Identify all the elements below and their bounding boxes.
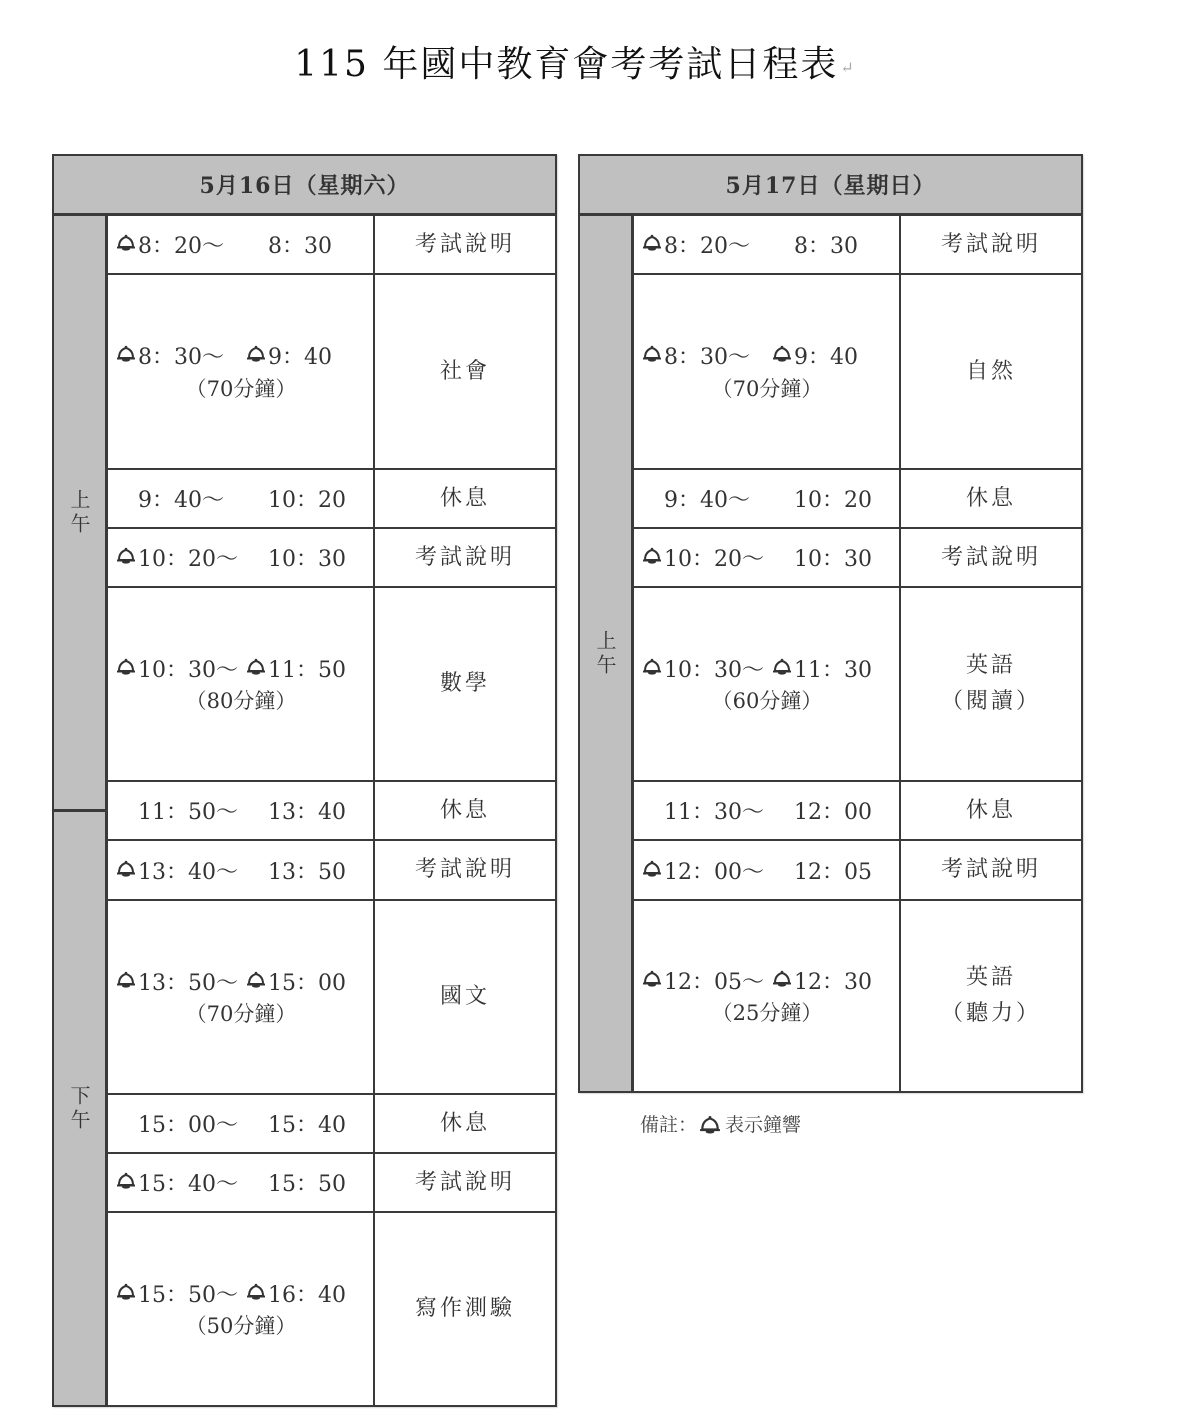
subject-name: 自然 <box>965 358 1016 384</box>
bell-slot-start <box>642 343 664 368</box>
bell-slot-start <box>116 545 138 570</box>
start-time <box>116 340 246 371</box>
period-label: 上午 <box>593 629 617 678</box>
subject-name: 考試說明 <box>940 544 1041 570</box>
time-cell <box>108 901 375 1093</box>
note-suffix: 表示鐘響 <box>725 1114 802 1136</box>
start-time-text: 12：05～ <box>664 969 764 995</box>
start-time <box>116 542 246 573</box>
bell-icon <box>116 344 136 362</box>
start-time <box>116 855 246 886</box>
paragraph-mark-icon: ↵ <box>840 57 856 77</box>
end-time <box>246 340 332 371</box>
bell-slot-start <box>116 232 138 257</box>
subject-name: 考試說明 <box>414 857 515 882</box>
subject-name: 考試說明 <box>940 231 1041 257</box>
end-time <box>772 229 858 260</box>
schedule-row <box>634 275 1081 470</box>
subject-name: 英語 <box>965 653 1016 678</box>
bell-slot-end <box>772 656 794 681</box>
duration: （70分鐘） <box>185 376 297 401</box>
start-time-text: 8：30～ <box>138 345 224 370</box>
end-time <box>246 1108 346 1139</box>
start-time <box>116 795 246 826</box>
end-time-text: 15：00 <box>268 970 346 996</box>
start-time <box>116 483 246 514</box>
start-time-text: 10：30～ <box>138 657 238 683</box>
subject-cell <box>901 470 1081 527</box>
period-morning-day1 <box>54 216 108 812</box>
start-time <box>642 229 772 260</box>
start-time-text: 15：00～ <box>138 1113 238 1138</box>
bell-icon <box>772 344 792 362</box>
subject-cell <box>375 470 555 527</box>
bell-slot-start <box>642 232 664 257</box>
schedule-row <box>108 470 555 529</box>
bell-icon <box>116 233 136 251</box>
subject-name: 英語 <box>965 965 1016 990</box>
subject-cell <box>375 529 555 586</box>
day2-header: 5月17日（星期日） <box>580 156 1081 216</box>
start-time <box>642 483 772 514</box>
subject-subtitle: （閱讀） <box>940 689 1041 714</box>
subject-name: 考試說明 <box>414 231 515 257</box>
bell-icon <box>116 859 136 877</box>
bell-icon <box>642 546 662 564</box>
end-time <box>246 1278 346 1309</box>
start-time-text: 15：50～ <box>138 1282 238 1308</box>
time-cell <box>634 901 901 1091</box>
subject-name: 數學 <box>439 671 490 696</box>
bell-icon <box>642 859 662 877</box>
start-time <box>642 653 772 684</box>
start-time-text: 11：30～ <box>664 800 764 825</box>
end-time <box>246 483 346 514</box>
document-title <box>0 36 1150 87</box>
subject-cell <box>901 901 1081 1091</box>
start-time-text: 8：30～ <box>664 345 750 370</box>
bell-icon <box>772 969 792 987</box>
legend-note <box>640 1110 801 1137</box>
schedule-table-day1 <box>52 154 557 1407</box>
subject-name: 考試說明 <box>940 857 1041 882</box>
time-range <box>116 796 373 826</box>
time-cell <box>108 782 375 839</box>
duration: （60分鐘） <box>711 689 823 713</box>
bell-slot-start <box>642 545 664 570</box>
end-time-text: 11：50 <box>268 657 346 683</box>
day1-header: 5月16日（星期六） <box>54 156 555 216</box>
time-cell <box>634 275 901 468</box>
end-time <box>772 855 872 886</box>
start-time-text: 13：50～ <box>138 970 238 996</box>
subject-name: 休息 <box>439 485 490 511</box>
period-label: 下午 <box>67 1084 91 1133</box>
bell-icon <box>642 969 662 987</box>
bell-icon <box>246 970 266 988</box>
bell-icon <box>246 344 266 362</box>
bell-slot-start <box>116 656 138 681</box>
subject-name: 休息 <box>439 1110 490 1136</box>
start-time-text: 10：20～ <box>138 547 238 572</box>
start-time-text: 9：40～ <box>664 488 750 513</box>
subject-cell <box>375 216 555 273</box>
subject-cell <box>901 782 1081 839</box>
subject-name: 考試說明 <box>414 544 515 570</box>
time-cell <box>108 216 375 273</box>
time-cell <box>634 216 901 273</box>
start-time-text: 10：30～ <box>664 657 764 683</box>
subject-cell <box>375 1154 555 1211</box>
duration: （50分鐘） <box>185 1314 297 1338</box>
bell-slot-end <box>772 968 794 993</box>
schedule-row <box>108 588 555 782</box>
end-time-text: 9：40 <box>268 345 332 370</box>
end-time <box>772 795 872 826</box>
subject-cell <box>375 901 555 1093</box>
schedule-row <box>634 216 1081 275</box>
end-time-text: 8：30 <box>268 234 332 259</box>
subject-cell <box>901 841 1081 899</box>
end-time <box>246 855 346 886</box>
end-time <box>772 542 872 573</box>
end-time <box>772 965 872 996</box>
bell-slot-end <box>246 656 268 681</box>
schedule-row <box>634 470 1081 529</box>
schedule-row <box>634 588 1081 782</box>
time-cell <box>108 841 375 899</box>
note-prefix: 備註： <box>640 1114 698 1136</box>
time-range <box>642 484 899 514</box>
time-cell <box>108 588 375 780</box>
end-time <box>246 653 346 684</box>
schedule-row <box>108 1213 555 1405</box>
subject-cell <box>375 841 555 899</box>
end-time <box>246 229 332 260</box>
bell-slot-start <box>116 343 138 368</box>
start-time <box>116 1108 246 1139</box>
bell-icon <box>642 233 662 251</box>
subject-cell <box>375 1095 555 1152</box>
subject-cell <box>375 1213 555 1405</box>
end-time-text: 10：30 <box>794 547 872 572</box>
time-range <box>116 1278 373 1308</box>
start-time-text: 8：20～ <box>664 234 750 259</box>
bell-icon <box>642 657 662 675</box>
end-time <box>772 653 872 684</box>
subject-cell <box>901 275 1081 468</box>
end-time-text: 10：20 <box>794 488 872 513</box>
time-range <box>116 1109 373 1139</box>
subject-cell <box>901 216 1081 273</box>
time-range <box>116 543 373 573</box>
duration: （70分鐘） <box>711 376 823 401</box>
time-cell <box>634 782 901 839</box>
time-range <box>642 965 899 995</box>
time-range <box>116 341 373 371</box>
schedule-row <box>108 529 555 588</box>
start-time <box>642 795 772 826</box>
bell-icon <box>116 1171 136 1189</box>
bell-slot-start <box>116 1170 138 1195</box>
time-cell <box>634 588 901 780</box>
start-time-text: 9：40～ <box>138 488 224 513</box>
end-time <box>772 483 872 514</box>
duration: （25分鐘） <box>711 1001 823 1025</box>
end-time-text: 15：40 <box>268 1113 346 1138</box>
end-time-text: 13：40 <box>268 800 346 825</box>
time-range <box>116 966 373 996</box>
period-morning-day2 <box>580 216 634 1091</box>
start-time <box>116 1278 246 1309</box>
end-time <box>772 340 858 371</box>
schedule-row <box>108 275 555 470</box>
start-time <box>116 966 246 997</box>
end-time <box>246 1167 346 1198</box>
end-time <box>246 542 346 573</box>
subject-name: 寫作測驗 <box>414 1296 515 1321</box>
bell-icon <box>116 546 136 564</box>
start-time <box>116 229 246 260</box>
bell-slot-start <box>116 969 138 994</box>
end-time <box>246 795 346 826</box>
document-title-text: 115 年國中教育會考考試日程表 <box>294 44 839 85</box>
time-range <box>116 230 373 260</box>
time-range <box>642 653 899 683</box>
end-time-text: 15：50 <box>268 1172 346 1197</box>
bell-slot-start <box>642 858 664 883</box>
bell-slot-end <box>772 343 794 368</box>
end-time-text: 11：30 <box>794 657 872 683</box>
start-time <box>642 542 772 573</box>
subject-name: 休息 <box>965 485 1016 511</box>
start-time <box>116 653 246 684</box>
schedule-row <box>634 901 1081 1091</box>
schedule-row <box>108 1095 555 1154</box>
time-range <box>116 855 373 885</box>
start-time <box>642 340 772 371</box>
end-time-text: 12：30 <box>794 969 872 995</box>
time-range <box>116 653 373 683</box>
start-time-text: 13：40～ <box>138 859 238 885</box>
time-range <box>642 855 899 885</box>
bell-slot-start <box>642 968 664 993</box>
schedule-row <box>634 529 1081 588</box>
schedule-row <box>108 782 555 841</box>
end-time-text: 16：40 <box>268 1282 346 1308</box>
duration: （70分鐘） <box>185 1002 297 1026</box>
end-time-text: 13：50 <box>268 859 346 885</box>
end-time <box>246 966 346 997</box>
time-cell <box>108 275 375 468</box>
subject-name: 休息 <box>439 797 490 823</box>
time-range <box>642 543 899 573</box>
time-range <box>116 1168 373 1198</box>
bell-icon <box>772 657 792 675</box>
start-time <box>642 965 772 996</box>
time-cell <box>108 529 375 586</box>
start-time-text: 11：50～ <box>138 800 238 825</box>
bell-slot-start <box>116 1281 138 1306</box>
subject-subtitle: （聽力） <box>940 1001 1041 1026</box>
subject-cell <box>375 782 555 839</box>
end-time-text: 10：20 <box>268 488 346 513</box>
bell-icon <box>116 1282 136 1300</box>
time-cell <box>108 1095 375 1152</box>
time-range <box>116 484 373 514</box>
end-time-text: 9：40 <box>794 345 858 370</box>
schedule-row <box>108 841 555 901</box>
subject-name: 考試說明 <box>414 1169 515 1195</box>
start-time-text: 8：20～ <box>138 234 224 259</box>
bell-slot-end <box>246 1281 268 1306</box>
start-time-text: 10：20～ <box>664 547 764 572</box>
subject-cell <box>901 529 1081 586</box>
start-time-text: 12：00～ <box>664 859 764 885</box>
time-cell <box>634 470 901 527</box>
bell-slot-start <box>642 656 664 681</box>
schedule-row <box>108 216 555 275</box>
subject-name: 國文 <box>439 984 490 1009</box>
time-cell <box>634 841 901 899</box>
bell-icon <box>246 657 266 675</box>
time-cell <box>108 1213 375 1405</box>
bell-icon <box>699 1114 721 1134</box>
subject-cell <box>901 588 1081 780</box>
bell-icon <box>116 970 136 988</box>
schedule-row <box>108 901 555 1095</box>
end-time-text: 8：30 <box>794 234 858 259</box>
end-time-text: 12：00 <box>794 800 872 825</box>
end-time-text: 12：05 <box>794 859 872 885</box>
subject-name: 社會 <box>439 358 490 384</box>
schedule-row <box>634 841 1081 901</box>
period-label: 上午 <box>67 488 91 537</box>
start-time-text: 15：40～ <box>138 1172 238 1197</box>
bell-icon <box>246 1282 266 1300</box>
time-cell <box>108 1154 375 1211</box>
subject-cell <box>375 275 555 468</box>
subject-cell <box>375 588 555 780</box>
bell-slot-end <box>246 969 268 994</box>
bell-slot-end <box>246 343 268 368</box>
schedule-row <box>108 1154 555 1213</box>
bell-icon <box>116 657 136 675</box>
period-afternoon-day1 <box>54 812 108 1405</box>
time-range <box>642 796 899 826</box>
duration: （80分鐘） <box>185 689 297 713</box>
bell-slot-start <box>116 858 138 883</box>
subject-name: 休息 <box>965 797 1016 823</box>
start-time <box>642 855 772 886</box>
bell-icon <box>642 344 662 362</box>
time-range <box>642 230 899 260</box>
time-range <box>642 341 899 371</box>
start-time <box>116 1167 246 1198</box>
schedule-table-day2 <box>578 154 1083 1093</box>
schedule-row <box>634 782 1081 841</box>
time-cell <box>108 470 375 527</box>
end-time-text: 10：30 <box>268 547 346 572</box>
time-cell <box>634 529 901 586</box>
